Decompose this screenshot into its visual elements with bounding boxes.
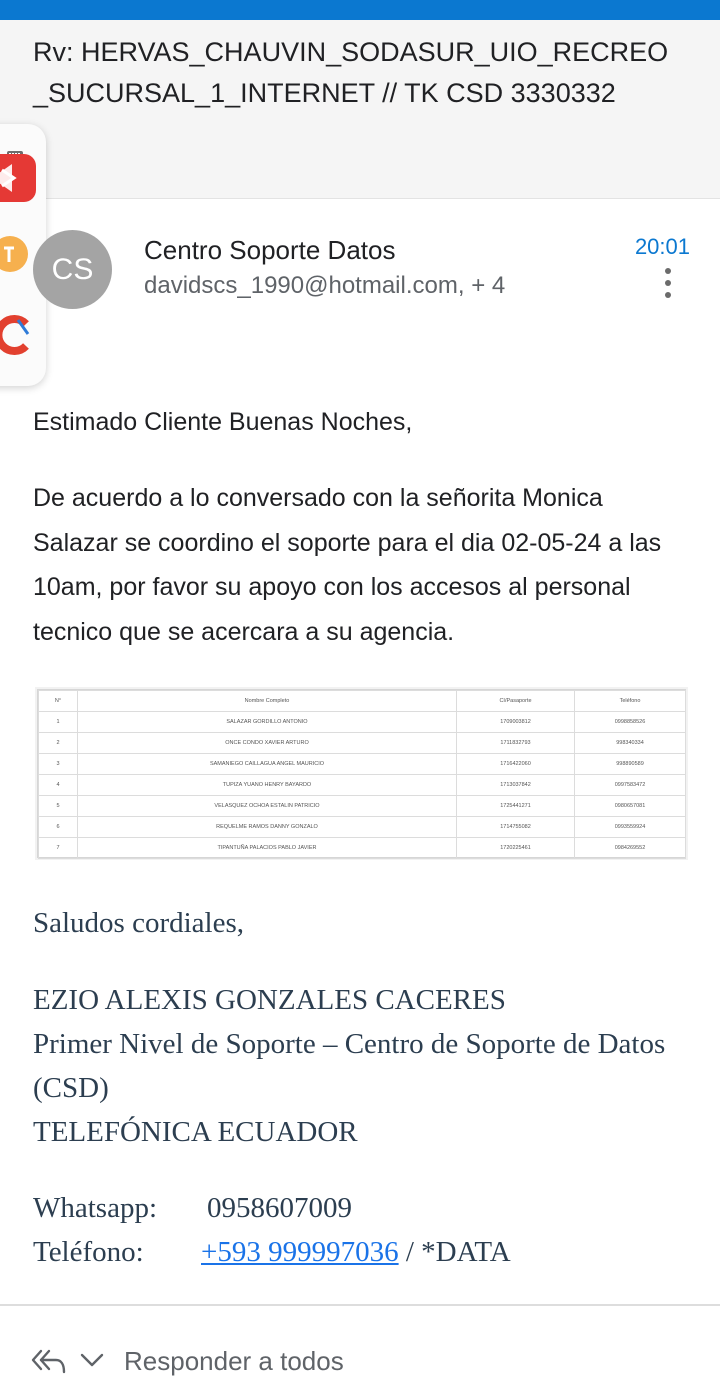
table-cell: 1711832793 bbox=[457, 733, 575, 754]
phone-link[interactable]: +593 999997036 bbox=[201, 1236, 399, 1268]
table-cell: 0998858526 bbox=[575, 712, 686, 733]
greeting: Estimado Cliente Buenas Noches, bbox=[33, 408, 413, 436]
table-cell: 3 bbox=[39, 754, 78, 775]
chevron-down-icon[interactable] bbox=[80, 1350, 104, 1370]
table-row bbox=[39, 754, 686, 775]
table-row bbox=[39, 817, 686, 838]
table-cell: 2 bbox=[39, 733, 78, 754]
table-row bbox=[39, 733, 686, 754]
table-cell: 0993559924 bbox=[575, 817, 686, 838]
sender-avatar[interactable]: CS bbox=[33, 230, 112, 309]
table-cell: SAMANIEGO CAILLAGUA ANGEL MAURICIO bbox=[78, 754, 457, 775]
table-cell: 1 bbox=[39, 712, 78, 733]
table-cell: SALAZAR GORDILLO ANTONIO bbox=[78, 712, 457, 733]
table-row bbox=[39, 796, 686, 817]
table-cell: 1713037842 bbox=[457, 775, 575, 796]
column-header: Teléfono bbox=[575, 691, 686, 712]
signature-whatsapp-line bbox=[33, 1186, 693, 1230]
reply-all-button[interactable]: Responder a todos bbox=[124, 1346, 344, 1376]
signature-closing: Saludos cordiales, bbox=[33, 907, 245, 939]
table-row bbox=[39, 838, 686, 859]
dock-app-orange[interactable] bbox=[0, 230, 36, 278]
received-time: 20:01 bbox=[634, 234, 690, 259]
table-cell: 5 bbox=[39, 796, 78, 817]
table-cell: 0997583472 bbox=[575, 775, 686, 796]
embedded-table-image bbox=[37, 689, 686, 858]
body-paragraph: De acuerdo a lo conversado con la señorita Monica Salazar se coordino el soporte para el dia 02-05-24 a las 10am, por favor su apoyo con los accesos al personal tecnico que se acercara a su agencia. bbox=[33, 484, 662, 646]
table-cell: 0980657081 bbox=[575, 796, 686, 817]
table-cell: REQUELME RAMOS DANNY GONZALO bbox=[78, 817, 457, 838]
table-cell: 4 bbox=[39, 775, 78, 796]
signature-company: TELEFÓNICA ECUADOR bbox=[33, 1116, 358, 1148]
column-header: CI/Pasaporte bbox=[457, 691, 575, 712]
table-cell: 1709003812 bbox=[457, 712, 575, 733]
table-cell: TIPANTUÑA PALACIOS PABLO JAVIER bbox=[78, 838, 457, 859]
table-row bbox=[39, 712, 686, 733]
table-cell: 1714755082 bbox=[457, 817, 575, 838]
footer-divider bbox=[0, 1304, 720, 1306]
reply-all-icon[interactable] bbox=[30, 1346, 66, 1376]
table-header-row bbox=[39, 691, 686, 712]
more-vert-icon[interactable] bbox=[658, 268, 678, 306]
column-header: N° bbox=[39, 691, 78, 712]
table-cell: TUPIZA YUANO HENRY BAYARDO bbox=[78, 775, 457, 796]
dock-app-red[interactable] bbox=[0, 154, 36, 202]
subject-header bbox=[0, 20, 720, 199]
dock-app-ccleaner[interactable] bbox=[0, 310, 36, 358]
phone-suffix: / *DATA bbox=[398, 1236, 511, 1268]
signature-name: EZIO ALEXIS GONZALES CACERES bbox=[33, 984, 506, 1016]
table-cell: 0984269552 bbox=[575, 838, 686, 859]
whatsapp-label: Whatsapp: bbox=[33, 1192, 158, 1224]
phone-label: Teléfono: bbox=[33, 1236, 144, 1268]
table-cell: 1725441271 bbox=[457, 796, 575, 817]
table-cell: 1720225461 bbox=[457, 838, 575, 859]
table-cell: 6 bbox=[39, 817, 78, 838]
column-header: Nombre Completo bbox=[78, 691, 457, 712]
table-cell: ONCE CONDO XAVIER ARTURO bbox=[78, 733, 457, 754]
status-accent-bar bbox=[0, 0, 720, 20]
table-cell: VELASQUEZ OCHOA ESTALIN PATRICIO bbox=[78, 796, 457, 817]
table-cell: 1716422060 bbox=[457, 754, 575, 775]
sender-name[interactable]: Centro Soporte Datos bbox=[144, 235, 396, 265]
table-cell: 7 bbox=[39, 838, 78, 859]
whatsapp-number: 0958607009 bbox=[207, 1192, 352, 1224]
email-subject: Rv: HERVAS_CHAUVIN_SODASUR_UIO_RECREO_SUCURSAL_1_INTERNET // TK CSD 3330332 bbox=[33, 37, 669, 108]
table-cell: 998340334 bbox=[575, 733, 686, 754]
signature-role: Primer Nivel de Soporte – Centro de Soporte de Datos (CSD) bbox=[33, 1028, 666, 1104]
recipients-line[interactable]: davidscs_1990@hotmail.com, + 4 bbox=[144, 272, 506, 299]
table-row bbox=[39, 775, 686, 796]
table-cell: 998890589 bbox=[575, 754, 686, 775]
personnel-table bbox=[38, 690, 686, 859]
signature-phone-line bbox=[33, 1230, 693, 1274]
